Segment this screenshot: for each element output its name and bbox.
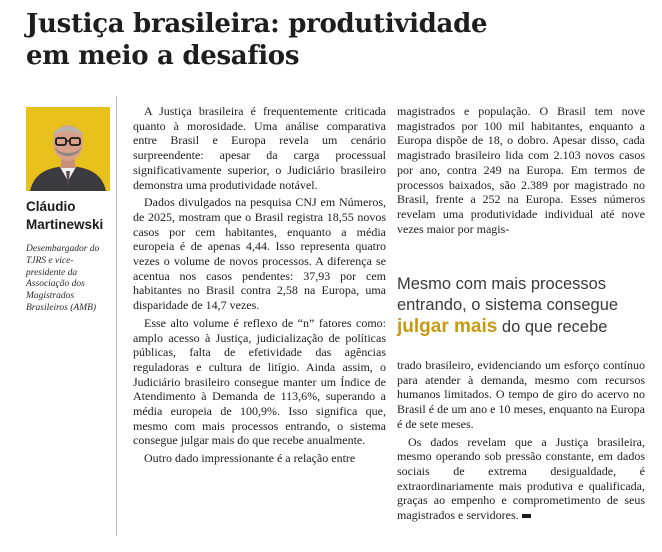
paragraph: Esse alto volume é reflexo de “n” fatores como: amplo acesso à Justiça, judicialização de políticas públicas, falta de efetividade das agências reguladoras e cultura de litígio. Ainda assim, o Judiciário brasileiro consegue manter um Índice de Atendimento à Demanda de 113,6%, superando a média europeia de 100,9%. Isso significa que, mesmo com mais processos entrando, o sistema consegue julgar mais do que recebe anualmente. bbox=[133, 315, 386, 448]
pull-quote-line-2: entrando, o sistema consegue bbox=[397, 296, 619, 314]
pull-quote-line-3 bbox=[397, 316, 649, 338]
author-photo bbox=[26, 107, 110, 191]
headline-line-2: em meio a desafios bbox=[26, 41, 300, 71]
article-column-2-bottom bbox=[397, 358, 645, 526]
paragraph bbox=[397, 435, 645, 523]
paragraph: A Justiça brasileira é frequentemente criticada quanto à morosidade. Uma análise comparativa entre Brasil e Europa revela um cenário surpreendente: apesar da carga processual significativamente superior, o Judiciário brasileiro demonstra uma produtividade notável. bbox=[133, 104, 386, 192]
pull-quote-highlight: julgar mais bbox=[397, 316, 498, 337]
author-last-name: Martinewski bbox=[26, 217, 104, 232]
paragraph: magistrados e população. O Brasil tem nove magistrados por 100 mil habitantes, enquanto a Europa dispõe de 18, o dobro. Apesar disso, cada magistrado brasileiro lida com 2.103 novos casos por ano, contra 249 na Europa. Em termos de processos baixados, são 2.389 por magistrado no Brasil, frente a 252 na Europa. Esses números revelam uma produtividade individual até nove vezes maior por magis- bbox=[397, 104, 645, 236]
paragraph: Outro dado impressionante é a relação entre bbox=[144, 451, 356, 466]
paragraph: Dados divulgados na pesquisa CNJ em Números, de 2025, mostram que o Brasil registra 18,55 novos casos por cem habitantes, enquanto a média europeia é de apenas 4,44. Isso representa quatro vezes o volume de novos processos. A diferença se acentua nos casos pendentes: 37,93 por cem habitantes no Brasil contra 2,58 na Europa, uma disparidade de 14,7 vezes. bbox=[133, 195, 386, 313]
article-headline bbox=[26, 8, 646, 72]
pull-quote-rest: do que recebe bbox=[501, 318, 608, 336]
headline-line-1: Justiça brasileira: produtividade bbox=[26, 9, 488, 39]
article-column-2-top bbox=[397, 104, 645, 239]
paragraph: trado brasileiro, evidenciando um esforço contínuo para atender à demanda, mesmo com recursos humanos limitados. O tempo de giro do acervo no Brasil é de um ano e 10 meses, enquanto na Europa é de sete meses. bbox=[397, 358, 645, 431]
pull-quote bbox=[397, 274, 649, 338]
pull-quote-line-1: Mesmo com mais processos bbox=[397, 275, 607, 293]
author-bio: Desembargador do TJRS e vice-presidente da Associação dos Magistrados Brasileiros (AMB) bbox=[26, 244, 100, 313]
paragraph-text: Os dados revelam que a Justiça brasileira, mesmo operando sob pressão constante, em dados sociais de extrema desigualdade, é extraordinariamente mais produtiva e qualificada, graças ao empenho e comprometimento de seus magistrados e servidores. bbox=[397, 434, 645, 523]
author-first-name: Cláudio bbox=[26, 199, 76, 214]
author-name bbox=[26, 198, 126, 234]
end-mark-icon bbox=[522, 514, 531, 518]
author-portrait-icon bbox=[26, 107, 110, 191]
column-divider bbox=[116, 96, 117, 536]
article-column-1 bbox=[133, 104, 386, 469]
